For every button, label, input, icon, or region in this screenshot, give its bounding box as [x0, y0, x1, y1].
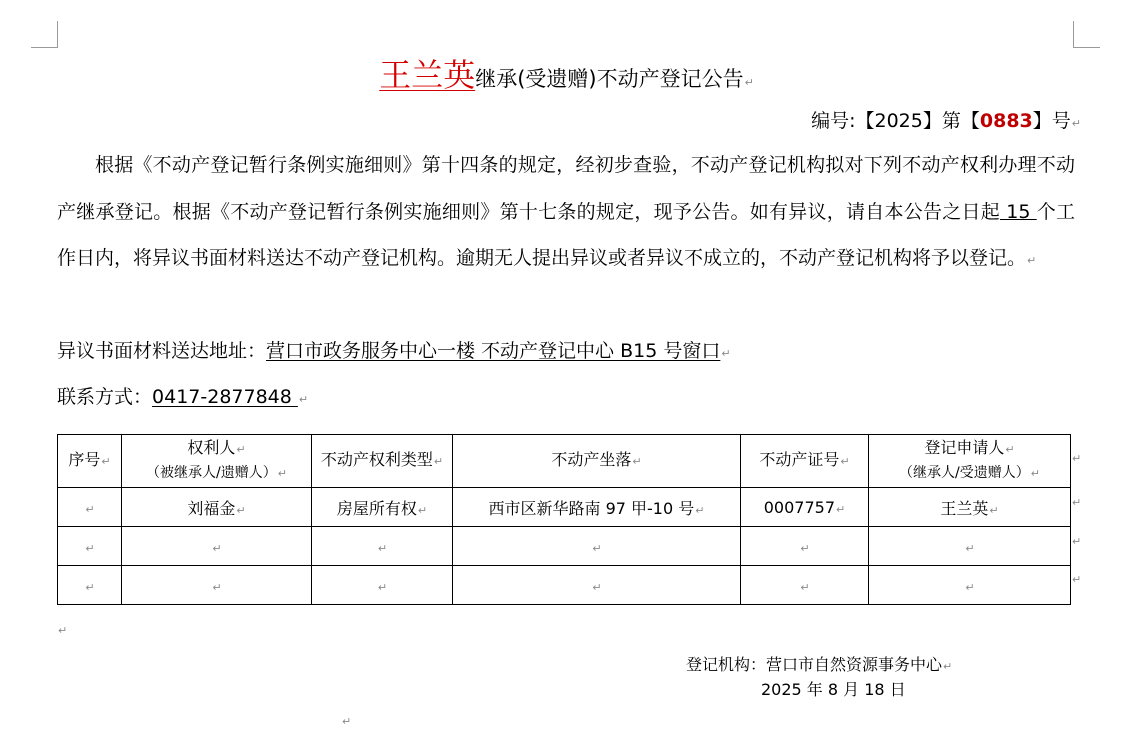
cell-applicant: ↵ [869, 527, 1071, 566]
row-end-mark: ↵ [1072, 535, 1082, 548]
table-row [58, 566, 1071, 605]
address-label: 异议书面材料送达地址： [57, 340, 267, 362]
row-end-mark: ↵ [1072, 452, 1082, 465]
cell-owner: ↵ [122, 566, 312, 605]
header-cert-no: 不动产证号↵ [741, 435, 869, 488]
cell-applicant: ↵ [869, 566, 1071, 605]
cell-seq: ↵ [58, 566, 122, 605]
date-text: 2025 年 8 月 18 日 [761, 680, 906, 699]
page-corner-top-left [31, 21, 58, 48]
cell-location: ↵ [453, 566, 741, 605]
cell-cert-no: 0007757↵ [741, 488, 869, 527]
objection-days: 15 [999, 200, 1037, 223]
paragraph-mark: ↵ [943, 660, 953, 673]
address-value: 营口市政务服务中心一楼 不动产登记中心 B15 号窗口 [266, 340, 721, 362]
cell-seq: ↵ [58, 527, 122, 566]
title-suffix: 继承(受遗赠)不动产登记公告 [475, 67, 744, 91]
cell-owner: ↵ [122, 527, 312, 566]
contact-label: 联系方式： [57, 386, 153, 408]
cell-cert-no: ↵ [741, 566, 869, 605]
contact-phone: 0417-2877848 [152, 386, 298, 408]
cell-seq: ↵ [58, 488, 122, 527]
cell-right-type: ↵ [312, 527, 453, 566]
cell-applicant: 王兰英↵ [869, 488, 1071, 527]
paragraph-mark: ↵ [1027, 254, 1037, 267]
page-corner-top-right [1073, 21, 1100, 48]
cell-right-type: 房屋所有权↵ [312, 488, 453, 527]
body-text-part2: 个工作日内，将异议书面材料送达不动产登记机构。逾期无人提出异议或者异议不成立的，不动产登记机构将予以登记。 [57, 200, 1075, 269]
contact-info [57, 382, 308, 409]
paragraph-mark: ↵ [58, 624, 68, 637]
paragraph-mark: ↵ [298, 393, 309, 406]
header-owner: 权利人↵ （被继承人/遗赠人）↵ [122, 435, 312, 488]
objection-address [57, 336, 731, 363]
serial-number [811, 106, 1081, 133]
serial-suffix: 】号 [1032, 110, 1071, 132]
notice-body [57, 142, 1075, 285]
serial-number-value: 0883 [979, 110, 1033, 132]
header-seq: 序号↵ [58, 435, 122, 488]
notice-title [0, 50, 1133, 96]
serial-prefix: 编号:【 [811, 110, 875, 132]
cell-right-type: ↵ [312, 566, 453, 605]
paragraph-mark: ↵ [342, 715, 352, 728]
title-person-name: 王兰英 [379, 56, 476, 94]
registration-authority [686, 652, 952, 675]
cell-location: ↵ [453, 527, 741, 566]
table-header-row [58, 435, 1071, 488]
header-applicant: 登记申请人↵ （继承人/受遗赠人）↵ [869, 435, 1071, 488]
cell-location: 西市区新华路南 97 甲-10 号↵ [453, 488, 741, 527]
notice-date [761, 677, 906, 700]
row-end-mark: ↵ [1072, 496, 1082, 509]
body-text-part1: 根据《不动产登记暂行条例实施细则》第十四条的规定，经初步查验，不动产登记机构拟对下列不动产权利办理不动产继承登记。根据《不动产登记暂行条例实施细则》第十七条的规定，现予公告。如有异议，请自本公告之日起 [57, 154, 1075, 223]
row-end-mark: ↵ [1072, 573, 1082, 586]
serial-year: 2025 [874, 110, 923, 132]
authority-text: 登记机构：营口市自然资源事务中心 [686, 655, 943, 674]
paragraph-mark: ↵ [1071, 117, 1081, 130]
paragraph-mark: ↵ [744, 76, 754, 89]
header-right-type: 不动产权利类型↵ [312, 435, 453, 488]
table-row [58, 527, 1071, 566]
registration-table [57, 434, 1071, 605]
cell-cert-no: ↵ [741, 527, 869, 566]
cell-owner: 刘福金↵ [122, 488, 312, 527]
table-row [58, 488, 1071, 527]
paragraph-mark: ↵ [721, 347, 731, 360]
serial-mid: 】第【 [922, 110, 980, 132]
header-location: 不动产坐落↵ [453, 435, 741, 488]
